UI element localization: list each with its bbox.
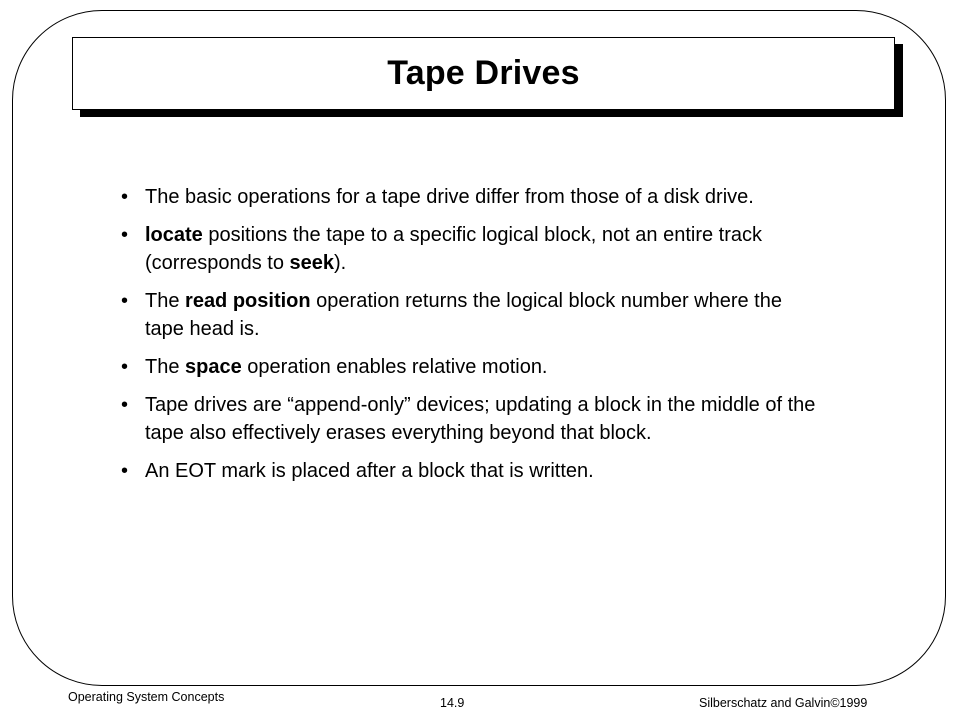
bullet-dot-icon: •	[121, 186, 129, 208]
bullet-text	[145, 394, 815, 444]
bullet-item	[118, 353, 818, 381]
bullet-bold-term: read position	[185, 290, 311, 312]
bullet-text	[145, 290, 782, 340]
footer-course-name: Operating System Concepts	[68, 690, 225, 704]
bullet-dot-icon: •	[121, 224, 129, 246]
bullet-text	[145, 356, 548, 378]
bullet-text-run: The	[145, 290, 186, 312]
bullet-item	[118, 391, 818, 447]
footer-copyright: Silberschatz and Galvin©1999	[699, 696, 868, 710]
bullet-item	[118, 287, 818, 343]
bullet-text	[145, 224, 762, 274]
bullet-item	[118, 457, 818, 485]
bullet-bold-term: seek	[289, 252, 335, 274]
bullet-item	[118, 221, 818, 277]
footer-page-number: 14.9	[440, 696, 465, 710]
bullet-dot-icon: •	[121, 460, 129, 482]
bullet-text-run: An EOT mark is placed after a block that is written.	[145, 460, 594, 482]
title-box	[72, 37, 895, 110]
bullet-text	[145, 186, 754, 208]
bullet-text-run: operation enables relative motion.	[241, 356, 548, 378]
bullet-text-run: Tape drives are “append-only” devices; updating a block in the middle of the tape also effectively erases everything beyond that block.	[145, 394, 816, 444]
bullet-bold-term: locate	[145, 224, 203, 246]
bullet-text	[145, 460, 594, 482]
bullet-text-run: ).	[334, 252, 347, 274]
bullet-text-run: The	[145, 356, 186, 378]
bullet-item	[118, 183, 818, 211]
slide-title: Tape Drives	[387, 54, 580, 92]
bullet-dot-icon: •	[121, 356, 129, 378]
bullet-text-run: The basic operations for a tape drive differ from those of a disk drive.	[145, 186, 754, 208]
bullet-dot-icon: •	[121, 290, 129, 312]
bullet-text-run: operation returns the logical block number where the tape head is.	[145, 290, 782, 340]
bullet-text-run: positions the tape to a specific logical block, not an entire track (corresponds to	[145, 224, 763, 274]
bullet-bold-term: space	[185, 356, 242, 378]
bullet-dot-icon: •	[121, 394, 129, 416]
bullet-list	[118, 183, 818, 495]
